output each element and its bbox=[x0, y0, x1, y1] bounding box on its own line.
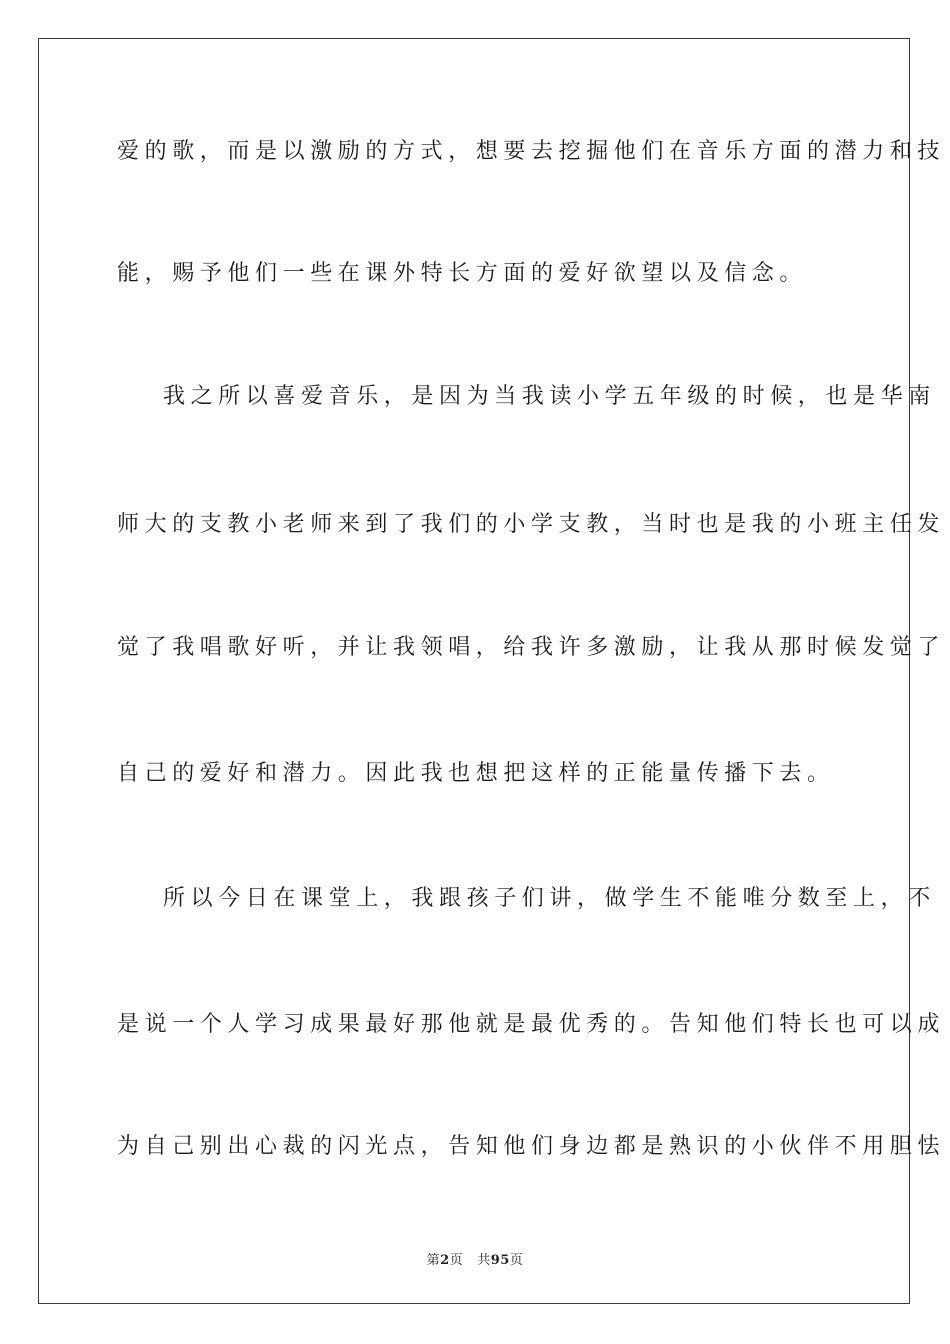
text-line: 爱的歌，而是以激励的方式，想要去挖掘他们在音乐方面的潜力和技 bbox=[117, 139, 946, 164]
page-border bbox=[38, 38, 946, 1304]
text-line: 自己的爱好和潜力。因此我也想把这样的正能量传播下去。 bbox=[117, 761, 835, 786]
page-prefix: 第 bbox=[426, 1253, 441, 1268]
page-number: 2 bbox=[440, 1253, 450, 1268]
text-line: 师大的支教小老师来到了我们的小学支教，当时也是我的小班主任发 bbox=[117, 512, 946, 537]
total-pages: 95 bbox=[490, 1253, 510, 1268]
page-footer bbox=[0, 1249, 950, 1268]
total-suffix: 页 bbox=[509, 1253, 524, 1268]
total-prefix: 共 bbox=[477, 1253, 491, 1268]
text-line: 我之所以喜爱音乐，是因为当我读小学五年级的时候，也是华南 bbox=[163, 384, 936, 409]
text-line: 觉了我唱歌好听，并让我领唱，给我许多激励，让我从那时候发觉了 bbox=[117, 635, 946, 660]
text-line: 能，赐予他们一些在课外特长方面的爱好欲望以及信念。 bbox=[117, 261, 808, 286]
text-line: 是说一个人学习成果最好那他就是最优秀的。告知他们特长也可以成 bbox=[117, 1012, 946, 1037]
text-line: 所以今日在课堂上，我跟孩子们讲，做学生不能唯分数至上，不 bbox=[163, 886, 936, 911]
text-line: 为自己别出心裁的闪光点，告知他们身边都是熟识的小伙伴不用胆怯 bbox=[117, 1134, 946, 1159]
page-suffix: 页 bbox=[449, 1253, 464, 1268]
